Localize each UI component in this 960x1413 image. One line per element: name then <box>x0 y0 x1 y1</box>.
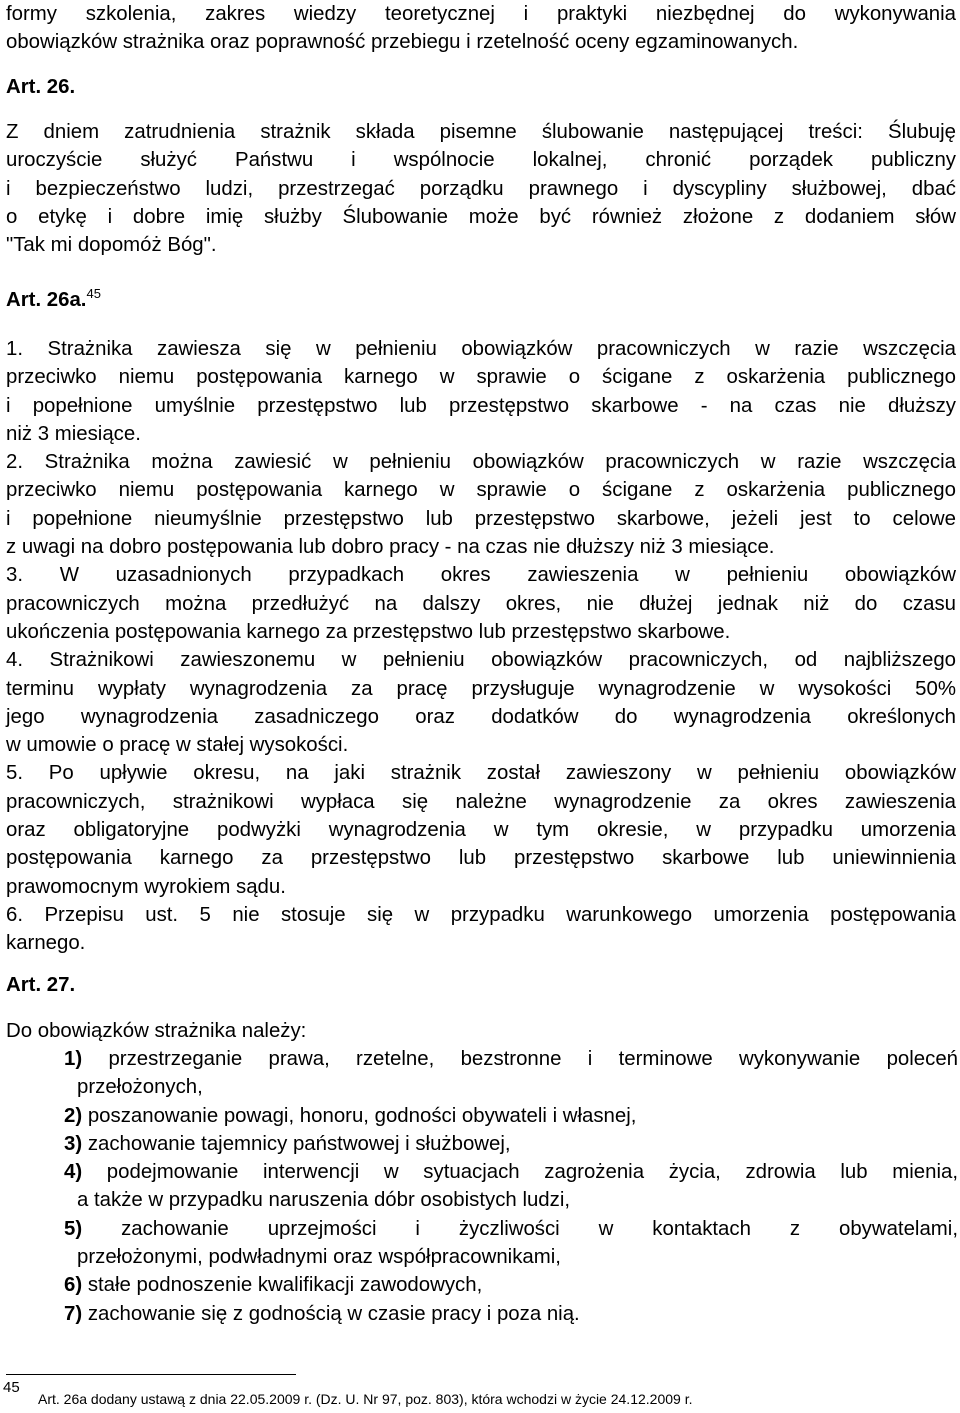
text-line: w umowie o pracę w stałej wysokości. <box>6 734 349 757</box>
paragraph-3 <box>6 561 956 646</box>
article-27-lead: Do obowiązków strażnika należy: <box>6 1020 307 1042</box>
text-line: pracowniczych można przedłużyć na dalszy okres, nie dłużej jednak niż do czasu <box>6 592 956 615</box>
item-text: przestrzeganie prawa, rzetelne, bezstronne i terminowe wykonywanie poleceń <box>108 1048 959 1070</box>
item-number: 2) <box>64 1104 83 1127</box>
item-number: 4) <box>64 1161 83 1184</box>
item-text: poszanowanie powagi, honoru, godności obywateli i własnej, <box>87 1104 637 1127</box>
paragraph-4 <box>6 646 956 759</box>
item-text: podejmowanie interwencji w sytuacjach zagrożenia życia, zdrowia lub mienia, <box>106 1161 958 1184</box>
text-line: postępowania karnego za przestępstwo lub przestępstwo skarbowe lub uniewinnienia <box>6 847 956 870</box>
article-heading-27: Art. 27. <box>6 974 76 996</box>
text-line: oraz obligatoryjne podwyżki wynagrodzenia w tym okresie, w przypadku umorzenia <box>6 819 956 842</box>
text-line: obowiązków strażnika oraz poprawność przebiegu i rzetelność oceny egzaminowanych. <box>6 31 799 54</box>
paragraph-5 <box>6 759 956 900</box>
text-line: i popełnione nieumyślnie przestępstwo lub przestępstwo skarbowe, jeżeli jest to celowe <box>6 507 956 530</box>
item-number: 3) <box>64 1132 83 1155</box>
item-number: 5) <box>64 1217 83 1240</box>
footnote-reference: 45 <box>86 286 101 301</box>
text-line: i popełnione umyślnie przestępstwo lub przestępstwo skarbowe - na czas nie dłuższy <box>6 394 956 417</box>
article-26-body <box>6 118 956 259</box>
text-line: pracowniczych, strażnikowi wypłaca się należne wynagrodzenie za okres zawieszenia <box>6 790 956 813</box>
text-line: "Tak mi dopomóż Bóg". <box>6 234 217 257</box>
text-line: jego wynagrodzenia zasadniczego oraz dodatków do wynagrodzenia określonych <box>6 705 956 728</box>
text-line: ukończenia postępowania karnego za przestępstwo lub przestępstwo skarbowe. <box>6 620 731 643</box>
paragraph-1 <box>6 335 956 448</box>
duties-list <box>64 1045 958 1328</box>
item-number: 7) <box>64 1302 83 1325</box>
list-item <box>64 1045 958 1102</box>
text-line: karnego. <box>6 932 86 955</box>
text-line: niż 3 miesiące. <box>6 422 141 445</box>
item-number: 1) <box>64 1048 83 1070</box>
list-item <box>64 1158 958 1215</box>
intro-paragraph <box>6 0 956 57</box>
list-item <box>64 1271 958 1299</box>
item-text-continued: przełożonych, <box>77 1076 203 1099</box>
paragraph-2 <box>6 448 956 561</box>
text-line: 3. W uzasadnionych przypadkach okres zawieszenia w pełnieniu obowiązków <box>6 564 956 587</box>
list-item <box>64 1130 958 1158</box>
text-line: przeciwko niemu postępowania karnego w sprawie o ścigane z oskarżenia publicznego <box>6 479 956 502</box>
text-line: Z dniem zatrudnienia strażnik składa pisemne ślubowanie następującej treści: Ślubuję <box>6 121 956 143</box>
article-heading-26: Art. 26. <box>6 76 76 98</box>
text-line: terminu wypłaty wynagrodzenia za pracę przysługuje wynagrodzenie w wysokości 50% <box>6 677 956 700</box>
list-item <box>64 1215 958 1272</box>
text-line: 2. Strażnika można zawiesić w pełnieniu obowiązków pracowniczych w razie wszczęcia <box>6 451 956 474</box>
item-text-continued: a także w przypadku naruszenia dóbr osobistych ludzi, <box>77 1189 571 1212</box>
text-line: 5. Po upływie okresu, na jaki strażnik został zawieszony w pełnieniu obowiązków <box>6 762 956 785</box>
paragraph-6 <box>6 901 956 958</box>
text-line: o etykę i dobre imię służby Ślubowanie może być również złożone z dodaniem słów <box>6 205 956 228</box>
item-text-continued: przełożonymi, podwładnymi oraz współpracownikami, <box>77 1246 561 1269</box>
text-line: 1. Strażnika zawiesza się w pełnieniu obowiązków pracowniczych w razie wszczęcia <box>6 338 956 360</box>
article-26a-body <box>6 335 956 958</box>
article-heading-26a <box>6 286 101 314</box>
footnote-number: 45 <box>3 1379 20 1396</box>
item-text: zachowanie tajemnicy państwowej i służbowej, <box>87 1132 511 1155</box>
footnote-text: Art. 26a dodany ustawą z dnia 22.05.2009 r. (Dz. U. Nr 97, poz. 803), która wchodzi w życie 24.12.2009 r. <box>38 1391 693 1407</box>
item-number: 6) <box>64 1274 83 1297</box>
text-line: 4. Strażnikowi zawieszonemu w pełnieniu obowiązków pracowniczych, od najbliższego <box>6 649 956 672</box>
text-line: z uwagi na dobro postępowania lub dobro pracy - na czas nie dłuższy niż 3 miesiące. <box>6 536 775 559</box>
text-line: prawomocnym wyrokiem sądu. <box>6 875 286 898</box>
list-item <box>64 1300 958 1328</box>
list-item <box>64 1102 958 1130</box>
text-line: przeciwko niemu postępowania karnego w sprawie o ścigane z oskarżenia publicznego <box>6 366 956 389</box>
text-line: formy szkolenia, zakres wiedzy teoretycznej i praktyki niezbędnej do wykonywania <box>6 3 956 25</box>
footnote-separator <box>6 1374 296 1375</box>
item-text: zachowanie uprzejmości i życzliwości w kontaktach z obywatelami, <box>121 1217 958 1240</box>
text-line: 6. Przepisu ust. 5 nie stosuje się w przypadku warunkowego umorzenia postępowania <box>6 903 956 926</box>
item-text: stałe podnoszenie kwalifikacji zawodowych, <box>87 1274 483 1297</box>
item-text: zachowanie się z godnością w czasie pracy i poza nią. <box>87 1302 580 1325</box>
text-line: i bezpieczeństwo ludzi, przestrzegać porządku prawnego i dyscypliny służbowej, dbać <box>6 177 956 200</box>
text-line: uroczyście służyć Państwu i wspólnocie lokalnej, chronić porządek publiczny <box>6 149 956 172</box>
article-heading-text: Art. 26a. <box>6 289 87 311</box>
